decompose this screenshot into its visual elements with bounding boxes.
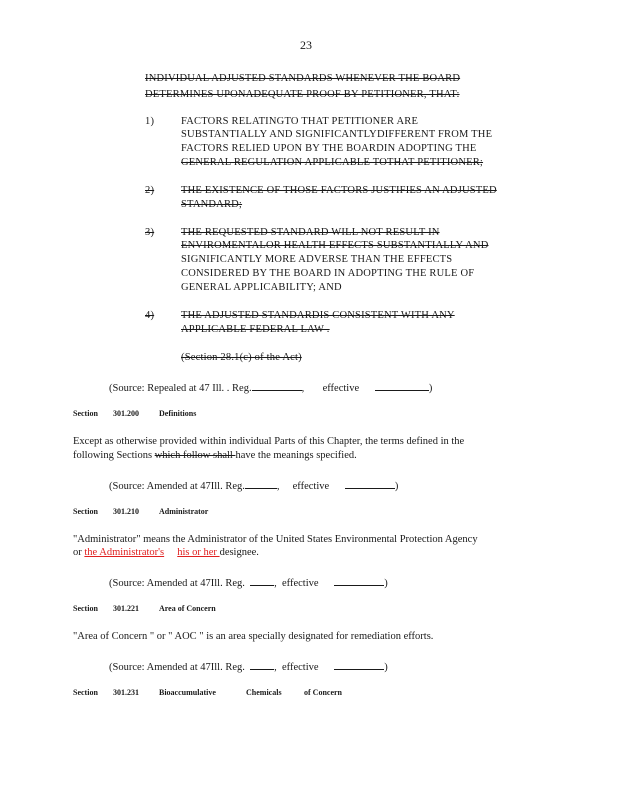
blank-line	[245, 478, 277, 489]
item-1-number: 1)	[145, 116, 155, 127]
administrator-para-inserted-2: his or her	[177, 547, 220, 558]
blank-line	[375, 380, 429, 391]
item-2-line-1: THE EXISTENCE OF THOSE FACTORS JUSTIFIES AN ADJUSTED	[181, 185, 497, 196]
section-301-200-number: 301.200	[113, 409, 139, 418]
source-amended-1-effective: effective	[292, 481, 330, 492]
section-301-200-title: Definitions	[159, 409, 197, 418]
administrator-para-text-b: designee.	[219, 547, 259, 558]
blank-line	[250, 659, 274, 670]
section-301-231-title-2: Chemicals	[246, 688, 282, 697]
intro-line-1-text: INDIVIDUAL ADJUSTED STANDARDS WHENEVER THE BOARD	[145, 73, 461, 84]
item-3-number: 3)	[145, 227, 155, 238]
source-amended-2-close: )	[384, 578, 388, 589]
section-301-210-number: 301.210	[113, 507, 139, 516]
source-amended-1-close: )	[394, 481, 399, 492]
section-301-221-label: Section	[73, 604, 98, 613]
blank-line	[334, 575, 384, 586]
source-amended-1	[109, 478, 398, 492]
item-2-number: 2)	[145, 185, 155, 196]
source-repealed-comma: ,	[301, 383, 305, 394]
administrator-para-inserted: the Administrator's	[84, 547, 165, 558]
administrator-para-line-1: "Administrator" means the Administrator of the United States Environmental Protection Agency	[73, 534, 478, 545]
item-1-line-4: GENERAL REGULATION APPLICABLE TOTHAT PETITIONER;	[181, 157, 484, 168]
section-citation: (Section 28.1(c) of the Act)	[181, 352, 302, 363]
source-amended-3-comma: ,	[274, 662, 277, 673]
source-amended-3-text: (Source: Amended at 47Ill. Reg.	[109, 662, 245, 673]
section-301-200-label: Section	[73, 409, 98, 418]
administrator-para-line-2	[73, 547, 259, 558]
blank-line	[345, 478, 395, 489]
item-4-number: 4)	[145, 310, 155, 321]
section-301-231-title-3: of Concern	[304, 688, 342, 697]
source-amended-3-effective: effective	[282, 662, 319, 673]
blank-line	[334, 659, 384, 670]
definitions-para-text-b: have the meanings specified.	[235, 450, 357, 461]
source-amended-1-text: (Source: Amended at 47Ill. Reg.	[109, 481, 245, 492]
item-3-line-1: THE REQUESTED STANDARD WILL NOT RESULT IN	[181, 227, 440, 238]
item-3-line-3: SIGNIFICANTLY MORE ADVERSE THAN THE EFFECTS	[181, 254, 453, 265]
definitions-para-struck: which follow shall	[154, 450, 236, 461]
administrator-para-text-a: or	[73, 547, 85, 558]
section-301-231-label: Section	[73, 688, 98, 697]
section-301-221-number: 301.221	[113, 604, 139, 613]
item-3-line-4: CONSIDERED BY THE BOARD IN ADOPTING THE RULE OF	[181, 268, 475, 279]
section-301-210-label: Section	[73, 507, 98, 516]
item-2-line-2: STANDARD;	[181, 199, 243, 210]
definitions-para-line-2	[73, 450, 357, 461]
source-repealed-close: )	[428, 383, 433, 394]
section-301-231-number: 301.231	[113, 688, 139, 697]
blank-line	[252, 380, 302, 391]
source-repealed-effective: effective	[322, 383, 360, 394]
source-amended-3-close: )	[384, 662, 388, 673]
source-amended-1-comma: ,	[276, 481, 280, 492]
item-4-line-1: THE ADJUSTED STANDARDIS CONSISTENT WITH ANY	[181, 310, 455, 321]
intro-line-2	[145, 89, 500, 100]
item-1-line-1: FACTORS RELATINGTO THAT PETITIONER ARE	[181, 116, 419, 127]
item-4-line-2: APPLICABLE FEDERAL LAW .	[181, 324, 330, 335]
source-amended-2-effective: effective	[282, 578, 319, 589]
source-repealed	[109, 380, 432, 394]
definitions-para-text-a: following Sections	[73, 450, 155, 461]
item-1-line-3: FACTORS RELIED UPON BY THE BOARDIN ADOPTING THE	[181, 143, 477, 154]
intro-line-2-text: DETERMINES UPONADEQUATE PROOF BY PETITIONER, THAT:	[145, 89, 460, 100]
aoc-para: "Area of Concern " or " AOC " is an area specially designated for remediation efforts.	[73, 631, 434, 642]
source-amended-2-text: (Source: Amended at 47Ill. Reg.	[109, 578, 245, 589]
section-301-210-title: Administrator	[159, 507, 209, 516]
item-3-line-2: ENVIROMENTALOR HEALTH EFFECTS SUBSTANTIALLY AND	[181, 240, 489, 251]
page-number: 23	[300, 38, 312, 52]
source-amended-2	[109, 575, 388, 589]
section-301-221-title: Area of Concern	[159, 604, 216, 613]
blank-line	[250, 575, 274, 586]
source-amended-3	[109, 659, 388, 673]
source-repealed-text: (Source: Repealed at 47 Ill. . Reg.	[109, 383, 252, 394]
intro-line-1	[145, 73, 497, 84]
section-301-231-title-1: Bioaccumulative	[159, 688, 216, 697]
item-1-line-2: SUBSTANTIALLY AND SIGNIFICANTLYDIFFERENT FROM THE	[181, 129, 493, 140]
source-amended-2-comma: ,	[274, 578, 277, 589]
item-3-line-5: GENERAL APPLICABILITY; AND	[181, 282, 342, 293]
definitions-para-line-1: Except as otherwise provided within individual Parts of this Chapter, the terms defined in the	[73, 436, 465, 447]
